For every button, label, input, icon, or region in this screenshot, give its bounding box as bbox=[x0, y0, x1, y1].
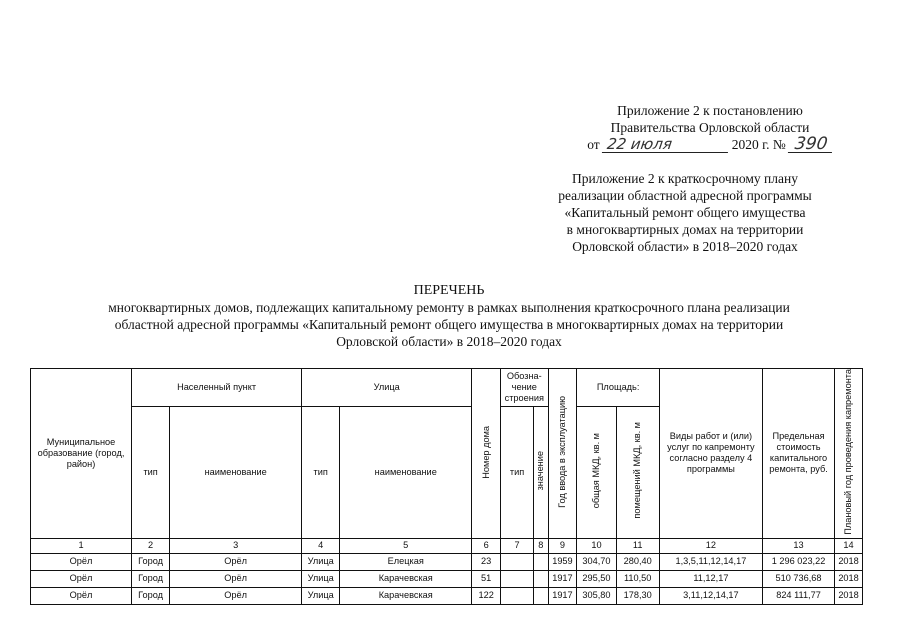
cell-works: 3,11,12,14,17 bbox=[659, 587, 762, 604]
cell-works: 11,12,17 bbox=[659, 570, 762, 587]
column-number: 1 bbox=[31, 538, 132, 553]
cell-house-number: 122 bbox=[472, 587, 501, 604]
cell-house-number: 51 bbox=[472, 570, 501, 587]
header-settlement-type: тип bbox=[132, 406, 170, 538]
header-planned-year bbox=[835, 369, 863, 539]
cell-municipality: Орёл bbox=[31, 587, 132, 604]
cell-building-meaning bbox=[534, 553, 548, 570]
cell-building-meaning bbox=[534, 570, 548, 587]
cell-settlement-type: Город bbox=[132, 587, 170, 604]
cell-street-type: Улица bbox=[302, 587, 340, 604]
header-settlement: Населенный пункт bbox=[132, 369, 302, 407]
column-number: 2 bbox=[132, 538, 170, 553]
cell-area-total: 304,70 bbox=[577, 553, 616, 570]
cell-area-total: 295,50 bbox=[577, 570, 616, 587]
header-building-type: тип bbox=[501, 406, 534, 538]
cell-building-type bbox=[501, 553, 534, 570]
cell-planned-year: 2018 bbox=[835, 553, 863, 570]
header-house-number-text: Номер дома bbox=[480, 425, 491, 479]
header-house-number bbox=[472, 369, 501, 539]
appendix-line: Приложение 2 к краткосрочному плану bbox=[572, 171, 798, 186]
cell-building-type bbox=[501, 570, 534, 587]
decree-year: 2020 г. № bbox=[731, 137, 786, 152]
cell-cost: 510 736,68 bbox=[762, 570, 834, 587]
appendix-line: в многоквартирных домах на территории bbox=[566, 222, 804, 237]
column-number: 9 bbox=[548, 538, 577, 553]
column-number: 4 bbox=[302, 538, 340, 553]
cell-works: 1,3,5,11,12,14,17 bbox=[659, 553, 762, 570]
cell-building-type bbox=[501, 587, 534, 604]
header-area-premises bbox=[616, 406, 659, 538]
heading-line: областной адресной программы «Капитальный ремонт общего имущества в многоквартирных домах на территории bbox=[114, 317, 784, 332]
cell-street-name: Карачевская bbox=[340, 587, 472, 604]
cell-planned-year: 2018 bbox=[835, 570, 863, 587]
heading-line: Орловской области» в 2018–2020 годах bbox=[336, 334, 562, 349]
header-municipality: Муниципальное образование (город, район) bbox=[31, 369, 132, 539]
appendix-line: реализации областной адресной программы bbox=[558, 188, 812, 203]
cell-settlement-type: Город bbox=[132, 553, 170, 570]
header-building: Обозна-чение строения bbox=[501, 369, 548, 407]
cell-cost: 1 296 023,22 bbox=[762, 553, 834, 570]
column-number: 3 bbox=[170, 538, 302, 553]
column-number: 14 bbox=[835, 538, 863, 553]
houses-table bbox=[30, 368, 863, 605]
cell-street-name: Карачевская bbox=[340, 570, 472, 587]
cell-municipality: Орёл bbox=[31, 570, 132, 587]
column-number-row bbox=[31, 538, 863, 553]
cell-year-commission: 1917 bbox=[548, 570, 577, 587]
header-building-meaning-text: значение bbox=[535, 450, 546, 491]
table-row bbox=[31, 587, 863, 604]
cell-settlement-name: Орёл bbox=[170, 553, 302, 570]
cell-municipality: Орёл bbox=[31, 553, 132, 570]
header-planned-year-text: Плановый год проведения капремонта bbox=[843, 369, 854, 535]
header-street-name: наименование bbox=[340, 406, 472, 538]
decree-reference bbox=[560, 102, 860, 153]
decree-line-2: Правительства Орловской области bbox=[610, 120, 810, 135]
header-building-meaning bbox=[534, 406, 548, 538]
decree-from: от bbox=[587, 137, 600, 152]
cell-house-number: 23 bbox=[472, 553, 501, 570]
header-settlement-name: наименование bbox=[170, 406, 302, 538]
appendix-reference bbox=[520, 170, 850, 255]
header-cost: Предельная стоимость капитального ремонта, руб. bbox=[762, 369, 834, 539]
column-number: 6 bbox=[472, 538, 501, 553]
appendix-line: «Капитальный ремонт общего имущества bbox=[564, 205, 806, 220]
document-heading bbox=[30, 282, 868, 350]
column-number: 5 bbox=[340, 538, 472, 553]
cell-year-commission: 1959 bbox=[548, 553, 577, 570]
header-area-total bbox=[577, 406, 616, 538]
column-number: 8 bbox=[534, 538, 548, 553]
header-street: Улица bbox=[302, 369, 472, 407]
cell-street-name: Елецкая bbox=[340, 553, 472, 570]
header-row-1 bbox=[31, 369, 863, 407]
cell-area-premises: 280,40 bbox=[616, 553, 659, 570]
appendix-line: Орловской области» в 2018–2020 годах bbox=[572, 239, 798, 254]
header-area-premises-text: помещений МКД, кв. м bbox=[632, 422, 643, 519]
header-area-total-text: общая МКД, кв. м bbox=[590, 433, 601, 509]
column-number: 10 bbox=[577, 538, 616, 553]
cell-street-type: Улица bbox=[302, 570, 340, 587]
decree-date-line bbox=[560, 136, 860, 153]
heading-line: многоквартирных домов, подлежащих капитальному ремонту в рамках выполнения краткосрочного плана реализации bbox=[108, 300, 790, 315]
document-title: ПЕРЕЧЕНЬ bbox=[413, 283, 485, 298]
column-number: 12 bbox=[659, 538, 762, 553]
header-street-type: тип bbox=[302, 406, 340, 538]
column-number: 7 bbox=[501, 538, 534, 553]
cell-area-premises: 178,30 bbox=[616, 587, 659, 604]
handwritten-date: 22 июля bbox=[602, 137, 730, 153]
column-number: 13 bbox=[762, 538, 834, 553]
table-row bbox=[31, 570, 863, 587]
cell-building-meaning bbox=[534, 587, 548, 604]
cell-street-type: Улица bbox=[302, 553, 340, 570]
cell-settlement-name: Орёл bbox=[170, 587, 302, 604]
cell-area-total: 305,80 bbox=[577, 587, 616, 604]
cell-settlement-type: Город bbox=[132, 570, 170, 587]
handwritten-number: 390 bbox=[788, 137, 834, 153]
header-year-commission bbox=[548, 369, 577, 539]
cell-cost: 824 111,77 bbox=[762, 587, 834, 604]
cell-settlement-name: Орёл bbox=[170, 570, 302, 587]
cell-year-commission: 1917 bbox=[548, 587, 577, 604]
cell-area-premises: 110,50 bbox=[616, 570, 659, 587]
column-number: 11 bbox=[616, 538, 659, 553]
table-row bbox=[31, 553, 863, 570]
cell-planned-year: 2018 bbox=[835, 587, 863, 604]
header-area: Площадь: bbox=[577, 369, 659, 407]
header-works: Виды работ и (или) услуг по капремонту согласно разделу 4 программы bbox=[659, 369, 762, 539]
header-year-commission-text: Год ввода в эксплуатацию bbox=[556, 395, 567, 508]
decree-line-1: Приложение 2 к постановлению bbox=[617, 103, 803, 118]
